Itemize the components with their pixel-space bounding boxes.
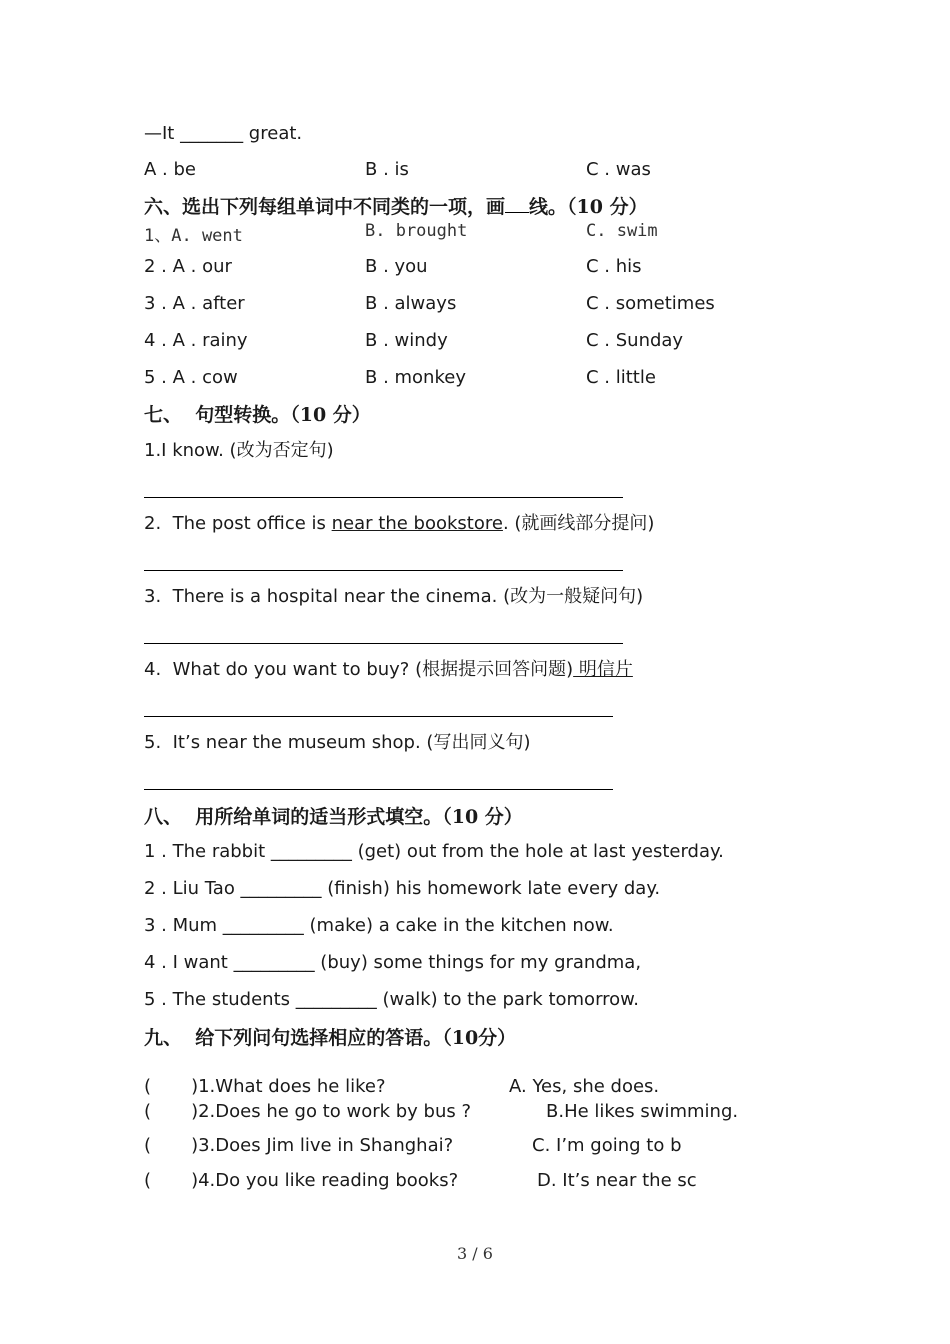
s6-row-3-a: 3 . A . after (144, 293, 245, 314)
s8-item-5: 5 . The students _________ (walk) to the park tomorrow. (144, 989, 639, 1010)
s7-q2-underlined: near the bookstore (331, 513, 503, 534)
s9-question-4: ( )4.Do you like reading books? (144, 1170, 459, 1191)
s6-row-4-c: C . Sunday (586, 330, 684, 351)
s6-row-1-a: 1、A. went (144, 226, 243, 246)
s8-item-3: 3 . Mum _________ (make) a cake in the kitchen now. (144, 915, 614, 936)
s6-row-2-a: 2 . A . our (144, 256, 232, 277)
s9-question-2: ( )2.Does he go to work by bus ? (144, 1101, 472, 1122)
s7-q2-post: . (就画线部分提问) (502, 513, 655, 534)
s9-question-1: ( )1.What does he like? (144, 1076, 386, 1097)
s7-question-2 (144, 513, 654, 535)
s6-row-4-a: 4 . A . rainy (144, 330, 248, 351)
s6-row-3-b: B . always (365, 293, 457, 314)
s7-answer-line-3[interactable] (144, 643, 623, 644)
s7-q2-pre: 2. The post office is (144, 513, 332, 534)
s7-answer-line-5[interactable] (144, 789, 613, 790)
option-a: A . be (144, 159, 196, 180)
s6-row-3-c: C . sometimes (586, 293, 715, 314)
s6-row-1-c: C. swim (586, 221, 658, 241)
s7-answer-line-4[interactable] (144, 716, 613, 717)
s7-q4-hint: 明信片 (573, 659, 633, 680)
s6-row-5-c: C . little (586, 367, 656, 388)
s7-answer-line-1[interactable] (144, 497, 623, 498)
title-blank (505, 194, 529, 213)
s9-answer-a: A. Yes, she does. (509, 1076, 660, 1097)
section-6-title-b: 线。（10 分） (529, 196, 648, 218)
section-9-title: 九、 给下列问句选择相应的答语。（10分） (144, 1027, 517, 1049)
s7-q4-pre: 4. What do you want to buy? (根据提示回答问题) (144, 659, 574, 680)
s9-answer-c: C. I’m going to b (532, 1135, 682, 1156)
section-8-title: 八、 用所给单词的适当形式填空。（10 分） (144, 806, 523, 828)
s7-question-5: 5. It’s near the museum shop. (写出同义句) (144, 732, 531, 753)
s9-question-3: ( )3.Does Jim live in Shanghai? (144, 1135, 454, 1156)
section-7-title: 七、 句型转换。（10 分） (144, 404, 371, 426)
s8-item-2: 2 . Liu Tao _________ (finish) his homework late every day. (144, 878, 661, 899)
s6-row-2-b: B . you (365, 256, 428, 277)
s8-item-1: 1 . The rabbit _________ (get) out from the hole at last yesterday. (144, 841, 724, 862)
s7-question-3: 3. There is a hospital near the cinema. (改为一般疑问句) (144, 586, 644, 607)
question-fragment: —It _______ great. (144, 123, 303, 144)
s6-row-2-c: C . his (586, 256, 642, 277)
s6-row-1-b: B. brought (365, 221, 468, 241)
s7-question-1: 1.I know. (改为否定句) (144, 440, 334, 461)
s6-row-4-b: B . windy (365, 330, 448, 351)
page-number: 3 / 6 (457, 1244, 493, 1263)
s7-answer-line-2[interactable] (144, 570, 623, 571)
s9-answer-b: B.He likes swimming. (546, 1101, 739, 1122)
section-6-title (144, 194, 648, 219)
s6-row-5-b: B . monkey (365, 367, 466, 388)
option-b: B . is (365, 159, 409, 180)
section-6-title-a: 六、选出下列每组单词中不同类的一项，画 (144, 196, 506, 218)
s9-answer-d: D. It’s near the sc (537, 1170, 697, 1191)
s6-row-5-a: 5 . A . cow (144, 367, 238, 388)
s8-item-4: 4 . I want _________ (buy) some things for my grandma, (144, 952, 642, 973)
option-c: C . was (586, 159, 651, 180)
s7-question-4 (144, 659, 633, 681)
